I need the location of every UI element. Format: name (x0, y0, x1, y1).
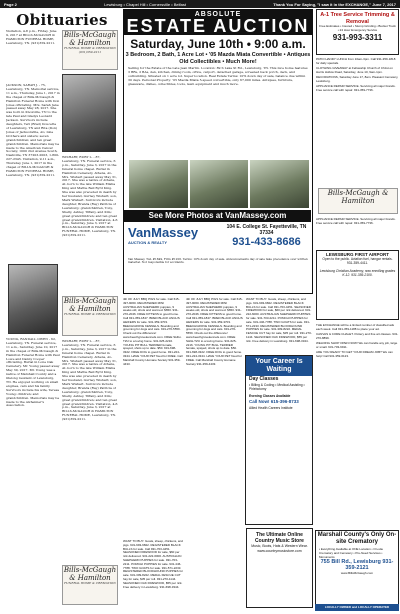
obit-intro: Visitation, 4-8 p.m., Friday, June 9, 2017 at BILLS-McGAUGH & HAMILTON FUNERAL HOME, Lewisburg, TN. (931)359-2211. (6, 30, 57, 45)
obit-young-cont: WISHART, RUBY L. - 87, Lewisburg, TN. Funeral service, 6 p.m., Saturday, June 3, 2017 in the funeral home chapel. Burial in Hamilton Cemetery, Athens, AL. Mrs. Wishart passed away May 31, 2017. She was a native of Athens, AL born to the late William Elisha King and Mattie Bell Byrd King. She was also preceded in death by her husband, Gurney Wishart; son, Mark Wishart. Survivors include daughter, Brenda (Ray) Patricia of Lewisburg; grandchildren, Tony, Shelly, Ashley, Tiffany, and Kim; great grandchildren; and ten great great grandchildren. Visitation, 4-6 p.m., Saturday, June 3, 2017 at BILLS-McGAUGH & HAMILTON FUNERAL HOME, Lewisburg, TN. (931)359-2211. (62, 340, 118, 422)
auction-photo (129, 160, 188, 208)
auction-banner: ABSOLUTE ESTATE AUCTION (124, 10, 312, 35)
header-towns: Lewisburg • Chapel Hill • Cornersville • Belfast (104, 1, 186, 7)
obituaries-title: Obituaries (16, 11, 108, 29)
funeral-home-logo: Bills-McGaugh & Hamilton FUNERAL HOME & CREMATION (931)359-2211 (62, 30, 118, 70)
estate-auction-ad (123, 9, 313, 294)
auction-body: Selling for the Estate of the Late Jean Martin. Location: 89 S Lake St Rd., Lewisburg, TN. This nice home features 3 BRs, 2 BAs, den, kitchen, dining room, office, carport, detached garage, screened back porch, deck, and outbuilding. Situated on 1 acre lot. Super location. Real Estate Terms: 10% down day of sale, balance due within 30 days. Personal Property: '05 Mazda Miata 5-speed convertible, only 67,000 miles. Antiques, furniture, glassware, dishes, collectibles, tools, lawn equipment and much more. (128, 66, 308, 86)
obit-photo-wishart (8, 264, 58, 334)
marshall-web[interactable]: www.BillsMcGaugh.com (340, 571, 374, 575)
tree-service-phone: 931-993-3311 (332, 32, 383, 42)
obit-jackson: JACKSON, SARAH J. - 75, Lewisburg, TN. Memorial service, 11 a.m., Thursday, June 1, 2017 in the chapel of Bills-McGaugh & Hamilton Funeral Home with Don Jones officiating. Mrs. Sarah Jane passed away May 28, 2017. She was born in Knoxville, TN to the late Paul and Gladys Leonard Jackson. Survivors include daughters, Teri (Brad) Doucette of Lewisburg, TN and Rita (Don) Jones of Jacksonville, AL; nine brothers and sisters; seven grandchildren; and ten great grandchildren. Memorials may be made to the American Cancer Society, 1000 2nd Avenue South, Nashville, TN 37203-2003, 1-800-227-2345. Visitation, 9-11 a.m., Thursday, June 1, 2017 in the chapel of BILLS-McGAUGH & HAMILTON FUNERAL HOME, Lewisburg, TN. (931)359-2211. (6, 84, 60, 177)
career-title: Your Career Is Waiting (246, 356, 312, 376)
auction-phone: 931-433-8686 (232, 236, 301, 248)
right-classifieds-3: THE EXCHANGE will be a limited number of classified ads each week. Call 931-359-1188 to place your ad. CANVAS & CORE CHALET. Pottery and fine art classes. 931-270-8899. WELDING SHOP OPEN NOW! We can handle any job, large or small. 931-703-9911. ARE YOU READY TO GET YOUR DREAM JOB? We can help! Call 931-359-6123. (316, 324, 399, 359)
page-header (0, 0, 400, 8)
auction-more-photos[interactable]: See More Photos at VanMassey.com (124, 210, 311, 222)
vanmassey-logo: VanMassey AUCTION & REALTY (128, 225, 199, 245)
auction-subtitle-2: Old Collectibles • Much More! (179, 59, 257, 65)
page-number: Page 2 (4, 1, 17, 7)
right-classifieds-2: APPLIANCE REPAIR SERVICE. Servicing all major brands. Free service call with repair. 931-359-7736. (316, 218, 396, 225)
marshall-footer: LOCALLY OWNED and LOCALLY OPERATED (315, 604, 399, 611)
auction-photos (129, 160, 309, 208)
career-school: Allied Health Careers Institute (249, 406, 293, 411)
career-call: Call Now! 615-396-8733 (249, 398, 299, 404)
funeral-home-logo-4: Bills-McGaugh & Hamilton (318, 188, 398, 214)
auction-terms: Van Massey, TAL #1849, Firm #1916. Terms: 10% down day of sale. Announcements day of sale take precedence over written material. Not responsible for accidents. (128, 257, 308, 265)
marshall-address: 755 Bill Rd., Lewisburg 931-359-2121 (320, 559, 394, 571)
header-tagline: Thank You For Saying, "I saw it in the EXCHANGE," June 7, 2017 (273, 1, 396, 7)
auction-address: 104 E. College St. Fayetteville, TN 37334 931-433-8686 (224, 224, 309, 248)
marshall-county-crematory-ad: Marshall County's Only On-site Crematory • Everything Available at ONE Location • On-site Crematory and Cemetery • Pre-Need Services • Monuments 755 Bill Rd., Lewisburg 931-359-2121 www.BillsMcGaugh.com (315, 530, 399, 610)
obit-young: YOUNG, RANDALL OWEN - 62, Lewisburg, TN. Funeral service, 11 a.m., Saturday, June 10, 2017 in the chapel of Bills-McGaugh & Hamilton Funeral Home with Paul Lowe and Danny Cooper officiating. Burial in Lone Oak Cemetery. Mr. Young passed away May 30, 2017. Mr. Young was a native of Marshall County and a lifelong resident of Lewisburg, TN. He enjoyed working on small engines, cars and his family. Survivors include his wife, Teresa Young; children; and grandchildren. Memorials may be made to the Alzheimer's Association. (6, 338, 60, 408)
right-classifieds-1: PATIO HANDY LUNCH from 10am-3pm. Call 931-359-1818 for daily specials. CLOTHING GIVEAWAY at Fellowship Church of Christ on Harris Hollow Road, Saturday, June 10, 9am-1pm. DECORATIONS, Saturday June 17, 8am. Pleasant Cemetery, Lewisburg. APPLIANCE REPAIR SERVICE. Servicing all major brands. Free service call with repair. 931-359-7736. (316, 58, 399, 93)
lewisburg-airport-ad: LEWISBURG FIRST AIRPORT Open to the public. Aviation fuel, hangar rentals. 931-359-4411. Lewisburg Christian Academy, now enrolling grades K-12. 931-359-2100. (316, 250, 399, 320)
obit-photo-jackson (62, 74, 116, 152)
auction-photo (250, 160, 309, 208)
classifieds-column-3: WANT TO BUY: Goats, sheep, chickens, and pigs. 931-993-9822. REGISTERED BLACK BULLS for sale. Call 931-703-4451. SEASONED FIREWOOD for sale, $60 per rick delivered. 931-222-6000. AUSTRALIAN SHEPHERD PUPPIES for sale. 931-703-2211. POMCHI PUPPIES for sale. 931-446-7788. TWO GOATS for sale. 931-571-2233. REGISTERED BLOODHOUND PUPPIES for sale. 931-309-8222. MEDAL FESCUE CUT hay for sale, $35 per roll. 931-270-1144. SEASONED OAK FIREWOOD, $55 per rick. Free delivery in Lewisburg. 931-698-3344. (246, 298, 312, 343)
marshall-title: Marshall County's Only On-site Crematory (317, 532, 397, 545)
career-evening: Evening Classes Available (249, 393, 291, 398)
classifieds-column-2: 4th OF JULY BBQ PIGS for sale. Call 615-497-9060. REGISTERED MINI AUSTRALIAN SHEPHERD puppies, 9 weeks old, shots and wormed. $650. 931-270-2046. FREE KITTENS to good home. Call 931-359-1847. BRED BLACK ANGUS HEIFERS for sale. 931-359-3703. BEECHGROVE KENNELS. Boarding and grooming for dogs and cats. 931-270-5559. Check out the difference! www.beechgrovekennels.com. FREE SHIH-TZU to a loving home. 931-625-2216. YOUNG PIT BULL TERRIER female, spayed, shots up to date. $50. 931-698-3322. FREE DOG to good home. 931-224-3344. HAVE YOUR PET fixed for FREE. Call Marshall County Humane Society 931-359-4433. (186, 298, 243, 366)
auction-date: Saturday, June 10th • 9:00 a.m. (130, 37, 306, 51)
auction-photo (190, 160, 249, 208)
tree-service-ad: A-1 Tree Service Trimming & Removal Free Estimates • Insured • Stump Grinding • Bucket Truck • 24 Hour Emergency Service 931-993-3311 (316, 9, 399, 55)
funeral-home-logo-3: Bills-McGaugh & Hamilton FUNERAL HOME & CREMATION (62, 565, 118, 605)
obit-wishart: WISHART, RUBY L. - 87, Lewisburg, TN. Funeral service, 6 p.m., Saturday, June 3, 2017 in the funeral home chapel. Burial in Hamilton Cemetery, Athens, AL. Mrs. Wishart passed away May 31, 2017. She was a native of Athens, AL born to the late William Elisha King and Mattie Bell Byrd King. She was also preceded in death by her husband, Gurney Wishart; son, Mark Wishart. Survivors include daughter, Brenda (Ray) Patricia of Lewisburg; grandchildren, Tony, Shelly, Ashley, Tiffany, and Kim; great grandchildren; and ten great great grandchildren. Visitation, 4-6 p.m., Saturday, June 3, 2017 at BILLS-McGAUGH & HAMILTON FUNERAL HOME, Lewisburg, TN. (931)359-2211. (62, 156, 118, 238)
career-items: • Billing & Coding • Medical Assisting • Phlebotomy (249, 383, 305, 392)
country-music-ad: The Ultimate Online Country Music Store Music, Boots, Hats & Western Wear. www.countrymusicstore.com (246, 528, 313, 608)
career-day-classes: Day Classes (249, 376, 279, 382)
classifieds-column-1: 4th OF JULY BBQ PIGS for sale. Call 615-497-9060. REGISTERED MINI AUSTRALIAN SHEPHERD puppies, 9 weeks old, shots and wormed. $650. 931-270-2046. FREE KITTENS to good home. Call 931-359-1847. BRED BLACK ANGUS HEIFERS for sale. 931-359-3703. BEECHGROVE KENNELS. Boarding and grooming for dogs and cats. 931-270-5559. Check out the difference! www.beechgrovekennels.com. FREE SHIH-TZU to a loving home. 931-625-2216. YOUNG PIT BULL TERRIER female, spayed, shots up to date. $50. 931-698-3322. FREE DOG to good home. 931-224-3344. HAVE YOUR PET fixed for FREE. Call Marshall County Humane Society 931-359-4433. (123, 298, 183, 366)
funeral-home-logo-2: Bills-McGaugh & Hamilton FUNERAL HOME & CREMATION (62, 296, 118, 336)
classifieds-column-4: WANT TO BUY: Goats, sheep, chickens, and pigs. 931-993-9822. REGISTERED BLACK BULLS for sale. Call 931-703-4451. SEASONED FIREWOOD for sale, $60 per rick delivered. 931-222-6000. AUSTRALIAN SHEPHERD PUPPIES for sale. 931-703-2211. POMCHI PUPPIES for sale. 931-446-7788. TWO GOATS for sale. 931-571-2233. REGISTERED BLOODHOUND PUPPIES for sale. 931-309-8222. MEDAL FESCUE CUT hay for sale, $35 per roll. 931-270-1144. SEASONED OAK FIREWOOD, $55 per rick. Free delivery in Lewisburg. 931-698-3344. (123, 540, 183, 589)
career-ad (245, 355, 313, 525)
auction-subtitle: 3 Bedroom, 2 Bath, 1 Acre Lot • '05 Mazda Miata Convertible • Antiques (125, 52, 311, 58)
